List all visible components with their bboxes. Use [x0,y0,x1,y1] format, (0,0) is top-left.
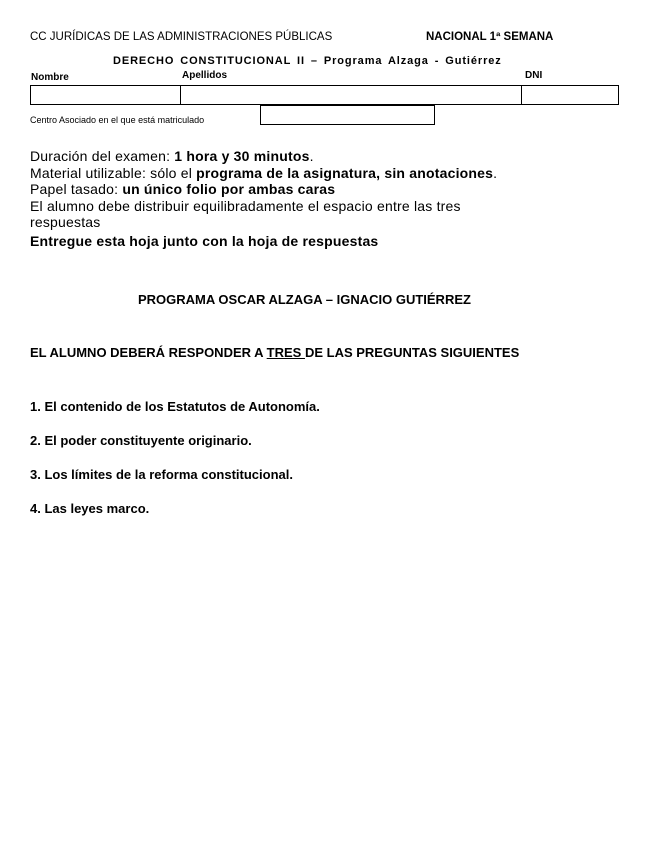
centro-field[interactable] [260,105,435,125]
answer-heading-underlined: TRES [266,345,305,360]
centro-label: Centro Asociado en el que está matriculado [30,115,205,125]
question-4: 4. Las leyes marco. [30,501,150,516]
duracion-prefix: Duración del examen: [30,148,175,164]
answer-heading-suffix: DE LAS PREGUNTAS SIGUIENTES [304,345,520,360]
instruction-papel [30,181,335,198]
papel-value: un único folio por ambas caras [122,181,336,197]
instruction-entregue: Entregue esta hoja junto con la hoja de respuestas [30,233,379,249]
question-1: 1. El contenido de los Estatutos de Autonomía. [30,399,320,414]
apellidos-label: Apellidos [182,70,228,81]
duracion-value: 1 hora y 30 minutos [174,148,310,164]
subject-title: DERECHO CONSTITUCIONAL II – Programa Alzaga - Gutiérrez [113,55,502,67]
nombre-label: Nombre [31,72,69,83]
header-exam-session: NACIONAL 1ª SEMANA [426,31,554,43]
dni-field[interactable] [521,85,619,105]
programa-heading: PROGRAMA OSCAR ALZAGA – IGNACIO GUTIÉRREZ [138,292,471,307]
answer-instruction-heading [30,345,519,360]
instruction-distribuir-line1: El alumno debe distribuir equilibradamente el espacio entre las tres [30,197,461,214]
instruction-duracion [30,148,314,165]
answer-heading-prefix: EL ALUMNO DEBERÁ RESPONDER A [30,345,267,360]
duracion-suffix: . [309,148,314,164]
material-value: programa de la asignatura, sin anotaciones [196,164,494,181]
question-3: 3. Los límites de la reforma constitucional. [30,467,293,482]
apellidos-field[interactable] [180,85,522,105]
papel-prefix: Papel tasado: [30,181,123,197]
material-suffix: . [493,164,498,181]
header-institution: CC JURÍDICAS DE LAS ADMINISTRACIONES PÚBLICAS [30,31,333,43]
instruction-material [30,165,497,182]
instruction-distribuir-line2: respuestas [30,214,101,230]
question-2: 2. El poder constituyente originario. [30,433,252,448]
dni-label: DNI [525,70,543,81]
nombre-field[interactable] [30,85,181,105]
material-prefix: Material utilizable: sólo el [30,164,197,181]
